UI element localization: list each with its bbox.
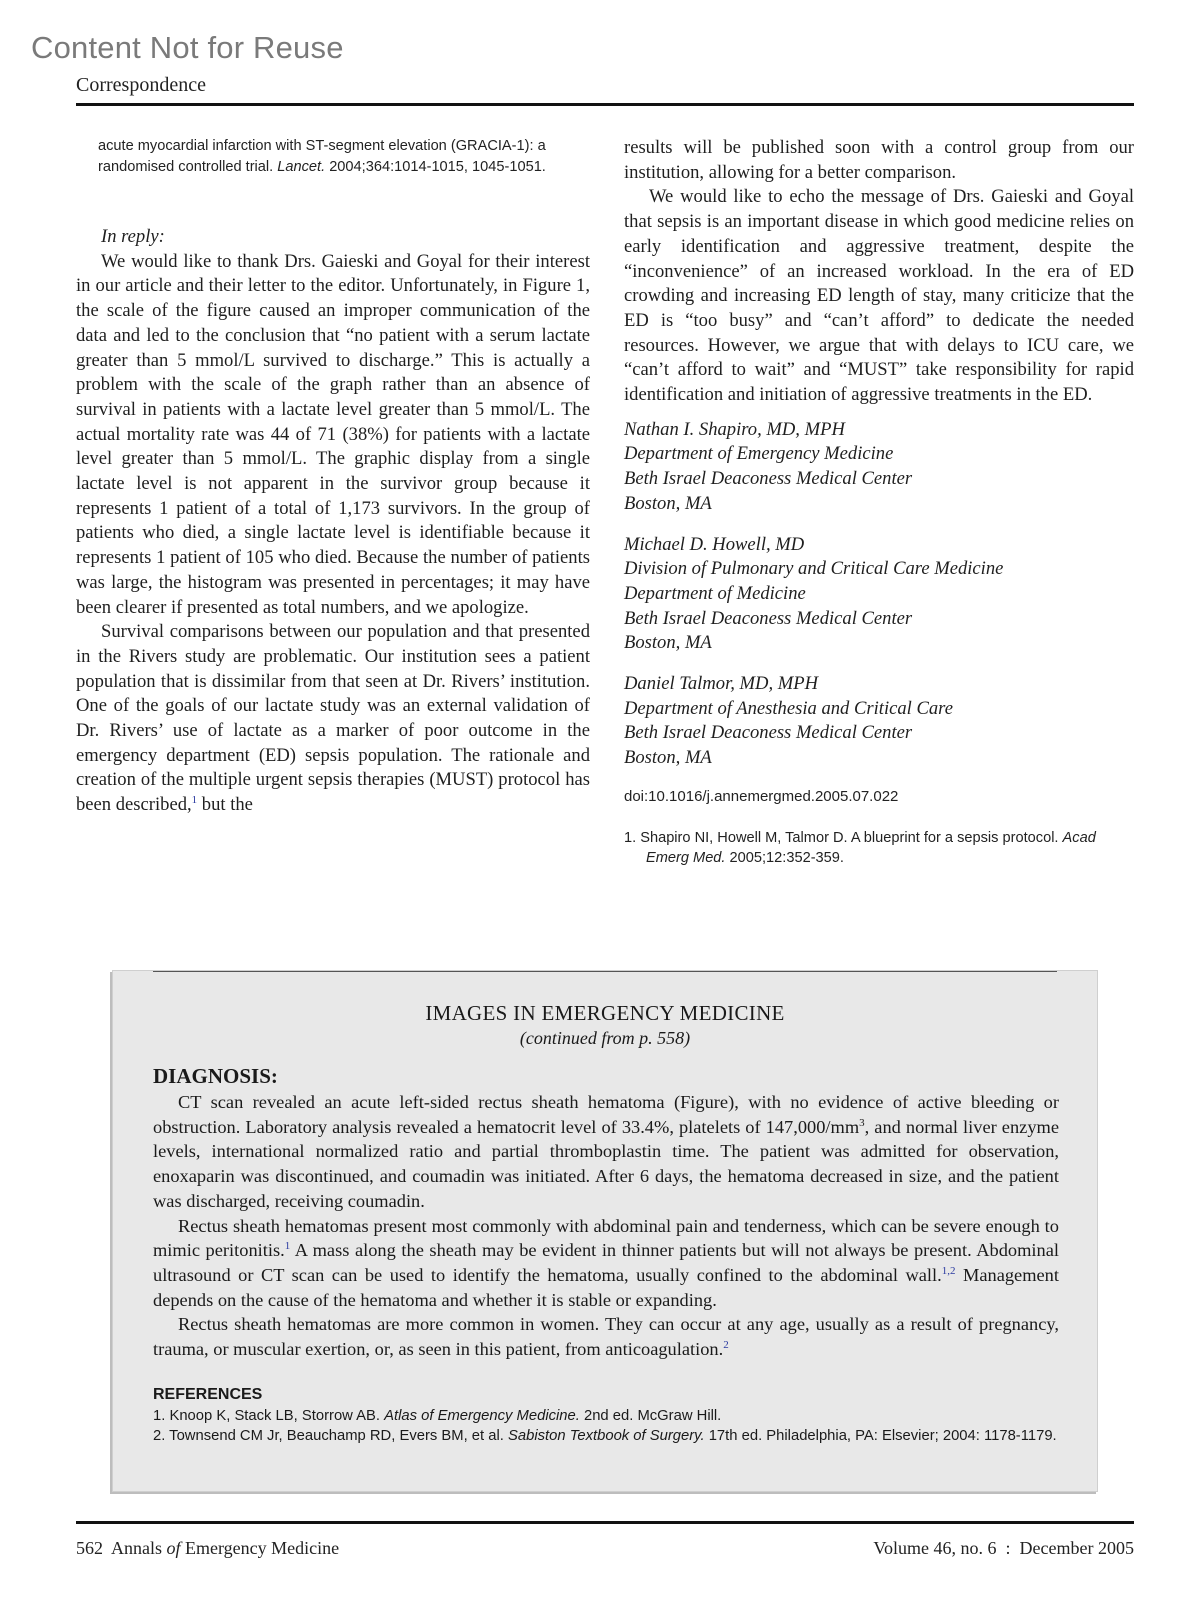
right-column [624, 136, 1134, 869]
reference-list [624, 828, 1134, 869]
citation-link[interactable]: 1,2 [941, 1264, 956, 1277]
diagnosis-paragraph-3: Rectus sheath hematomas are more common in women. They can occur at any age, usually as a result of pregnancy, trauma, or muscular exertion, or, as seen in this patient, from anticoagulation.$^2$ [153, 1314, 1059, 1360]
diagnosis-paragraph-2: Rectus sheath hematomas present most commonly with abdominal pain and tenderness, which can be severe enough to mimic peritonitis.$^1$ A mass along the sheath may be evident in thinner patients but will not always be present. Abdominal ultrasound or CT scan can be used to identify the hematoma, usually confined to the abdominal wall.$^{1,2}$ Management depends on the cause of the hematoma and whether it is stable or expanding. [153, 1215, 1059, 1310]
reference-item: 1. Knoop K, Stack LB, Storrow AB. Atlas of Emergency Medicine. 2nd ed. McGraw Hill. [153, 1407, 722, 1424]
reply-paragraph-1: We would like to thank Drs. Gaieski and Goyal for their interest in our article and their letter to the editor. Unfortunately, in Figure 1, the scale of the figure caused an improper communication of the data and led to the conclusion that “no patient with a serum lactate greater than 5 mmol/L survived to discharge.” This is actually a problem with the scale of the graph rather than an absence of survival in patients with a lactate level greater than 5 mmol/L. The actual mortality rate was 44 of 71 (38%) for patients with a lactate level greater than 5 mmol/L. The graphic display from a single lactate level is not apparent in the survivor group because it represents 1 patient of a total of 1,173 survivors. In the group of patients who died, a single lactate level is identifiable because it represents 1 patient of 105 who died. Because the number of patients was large, the histogram was presented in percentages; it may have been clearer if presented as total numbers, and we apologize. [76, 250, 590, 618]
watermark: Content Not for Reuse [31, 30, 344, 65]
citation-link[interactable]: 2 [723, 1338, 729, 1351]
references-heading: REFERENCES [153, 1385, 263, 1403]
diagnosis-paragraph-1: CT scan revealed an acute left-sided rectus sheath hematoma (Figure), with no evidence of active bleeding or obstruction. Laboratory analysis revealed a hematocrit level of 33.4%, platelets of $147,000/mm^3$, and normal liver enzyme levels, international normalized ratio and partial thromboplastin time. The patient was admitted for observation, enoxaparin was discontinued, and coumadin was initiated. After 6 days, the hematoma decreased in size, and the patient was discharged, receiving coumadin. [153, 1092, 1059, 1211]
doi-link[interactable]: doi:10.1016/j.annemergmed.2005.07.022 [624, 787, 899, 805]
box-subtitle: (continued from p. 558) [519, 1028, 691, 1048]
in-reply-label: In reply: [101, 226, 165, 247]
signature-shapiro: Nathan I. Shapiro, MD, MPH Department of Emergency Medicine Beth Israel Deaconess Medical Center Boston, MA [624, 418, 913, 514]
page-number: 562 [76, 1538, 103, 1558]
reply-paragraph-2: Survival comparisons between our population and that presented in the Rivers study are problematic. Our institution sees a patient population that is dissimilar from that seen at Dr. Rivers’ institution. One of the goals of our lactate study was an external validation of Dr. Rivers’ use of lactate as a marker of poor outcome in the emergency department (ED) sepsis population. The rationale and creation of the multiple urgent sepsis therapies (MUST) protocol has been described,$^1$ but the [76, 621, 590, 816]
signature-talmor: Daniel Talmor, MD, MPH Department of Anesthesia and Critical Care Beth Israel Deaconess Medical Center Boston, MA [624, 673, 953, 769]
images-in-em-box [112, 970, 1098, 1492]
previous-reference-tail: acute myocardial infarction with ST-segment elevation (GRACIA-1): a randomised controlled trial. Lancet. 2004;364:1014-1015, 1045-1051. [98, 138, 546, 175]
box-reference-list [153, 1406, 1059, 1447]
footer-journal: 562 Annals of Emergency Medicine [76, 1538, 340, 1558]
reference-item: 1. Shapiro NI, Howell M, Talmor D. A blueprint for a sepsis protocol. Acad Emerg Med. 2005;12:352-359. [624, 829, 1096, 867]
citation-link[interactable]: 1 [191, 793, 198, 806]
reply-paragraph-3: We would like to echo the message of Drs. Gaieski and Goyal that sepsis is an important disease in which good medicine relies on early identification and aggressive treatment, despite the “inconvenience” of an increased workload. In the era of ED crowding and increasing ED length of stay, many criticize that the ED is “too busy” and “can’t afford” to dedicate the needed resources. However, we argue that with delays to ICU care, we “can’t afford to wait” and “MUST” take responsibility for rapid identification and initiation of aggressive treatments in the ED. [624, 186, 1134, 406]
section-label: Correspondence [76, 74, 206, 96]
box-body [153, 1062, 1059, 1447]
left-column [76, 136, 590, 818]
signature-howell: Michael D. Howell, MD Division of Pulmonary and Critical Care Medicine Department of Medicine Beth Israel Deaconess Medical Center Boston, MA [624, 533, 1004, 654]
box-title: IMAGES IN EMERGENCY MEDICINE [425, 1001, 785, 1025]
box-top-rule [153, 971, 1057, 972]
top-rule [76, 103, 1134, 106]
citation-link[interactable]: 1 [284, 1240, 291, 1253]
bottom-rule [76, 1521, 1134, 1524]
reference-item: 2. Townsend CM Jr, Beauchamp RD, Evers BM, et al. Sabiston Textbook of Surgery. 17th ed. Philadelphia, PA: Elsevier; 2004: 1178-1179. [153, 1428, 1057, 1445]
reply-paragraph-continued: results will be published soon with a control group from our institution, allowing for a better comparison. [624, 137, 1134, 183]
diagnosis-heading: DIAGNOSIS: [153, 1064, 278, 1088]
footer-volume: Volume 46, no. 6 : December 2005 [873, 1538, 1134, 1558]
